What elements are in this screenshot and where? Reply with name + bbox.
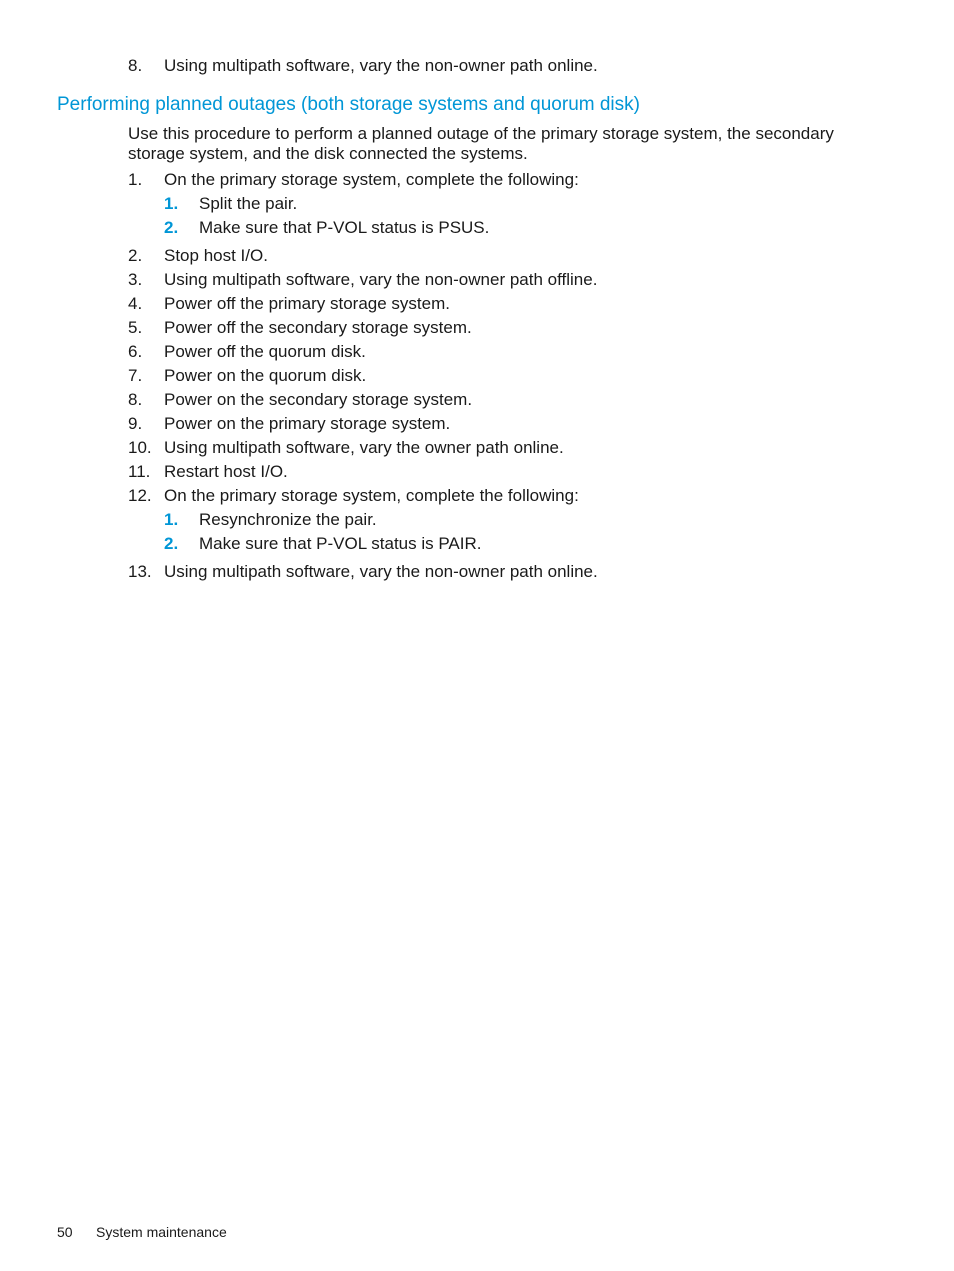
step-text: Power off the primary storage system. bbox=[164, 294, 450, 313]
intro-paragraph: Use this procedure to perform a planned outage of the primary storage system, the secondary storage system, and the disk connected the systems. bbox=[128, 124, 834, 163]
step-text: On the primary storage system, complete the following: bbox=[164, 170, 579, 189]
section-heading: Performing planned outages (both storage systems and quorum disk) bbox=[57, 94, 640, 115]
step-text: Using multipath software, vary the non-owner path offline. bbox=[164, 270, 598, 289]
step-number: 5. bbox=[128, 318, 143, 337]
step-text: Using multipath software, vary the non-owner path online. bbox=[164, 562, 598, 581]
step-number: 12. bbox=[128, 486, 152, 505]
step-number: 8. bbox=[128, 390, 143, 409]
footer-section-name: System maintenance bbox=[96, 1224, 227, 1240]
step-number: 2. bbox=[128, 246, 143, 265]
step-number: 6. bbox=[128, 342, 143, 361]
step-text: Using multipath software, vary the owner path online. bbox=[164, 438, 564, 457]
substep-number: 2. bbox=[164, 534, 179, 553]
step-text: Power on the primary storage system. bbox=[164, 414, 451, 433]
step-text: On the primary storage system, complete the following: bbox=[164, 486, 579, 505]
step-number: 11. bbox=[128, 462, 151, 481]
substep-text: Make sure that P-VOL status is PAIR. bbox=[199, 534, 482, 553]
step-text: Power off the quorum disk. bbox=[164, 342, 366, 361]
step-number: 3. bbox=[128, 270, 143, 289]
step-text: Power on the secondary storage system. bbox=[164, 390, 473, 409]
step-number: 10. bbox=[128, 438, 152, 457]
step-text: Power off the secondary storage system. bbox=[164, 318, 472, 337]
page-number: 50 bbox=[57, 1224, 73, 1240]
substep-number: 2. bbox=[164, 218, 179, 237]
step-text: Restart host I/O. bbox=[164, 462, 288, 481]
substep-number: 1. bbox=[164, 194, 179, 213]
step-number: 4. bbox=[128, 294, 143, 313]
step-text: Stop host I/O. bbox=[164, 246, 268, 265]
top-step-number: 8. bbox=[128, 56, 143, 75]
step-text: Power on the quorum disk. bbox=[164, 366, 367, 385]
substep-text: Make sure that P-VOL status is PSUS. bbox=[199, 218, 490, 237]
top-step-text: Using multipath software, vary the non-owner path online. bbox=[164, 56, 598, 75]
step-number: 7. bbox=[128, 366, 143, 385]
step-number: 1. bbox=[128, 170, 143, 189]
substep-text: Split the pair. bbox=[199, 194, 298, 213]
step-number: 9. bbox=[128, 414, 143, 433]
substep-number: 1. bbox=[164, 510, 179, 529]
step-number: 13. bbox=[128, 562, 152, 581]
substep-text: Resynchronize the pair. bbox=[199, 510, 377, 529]
